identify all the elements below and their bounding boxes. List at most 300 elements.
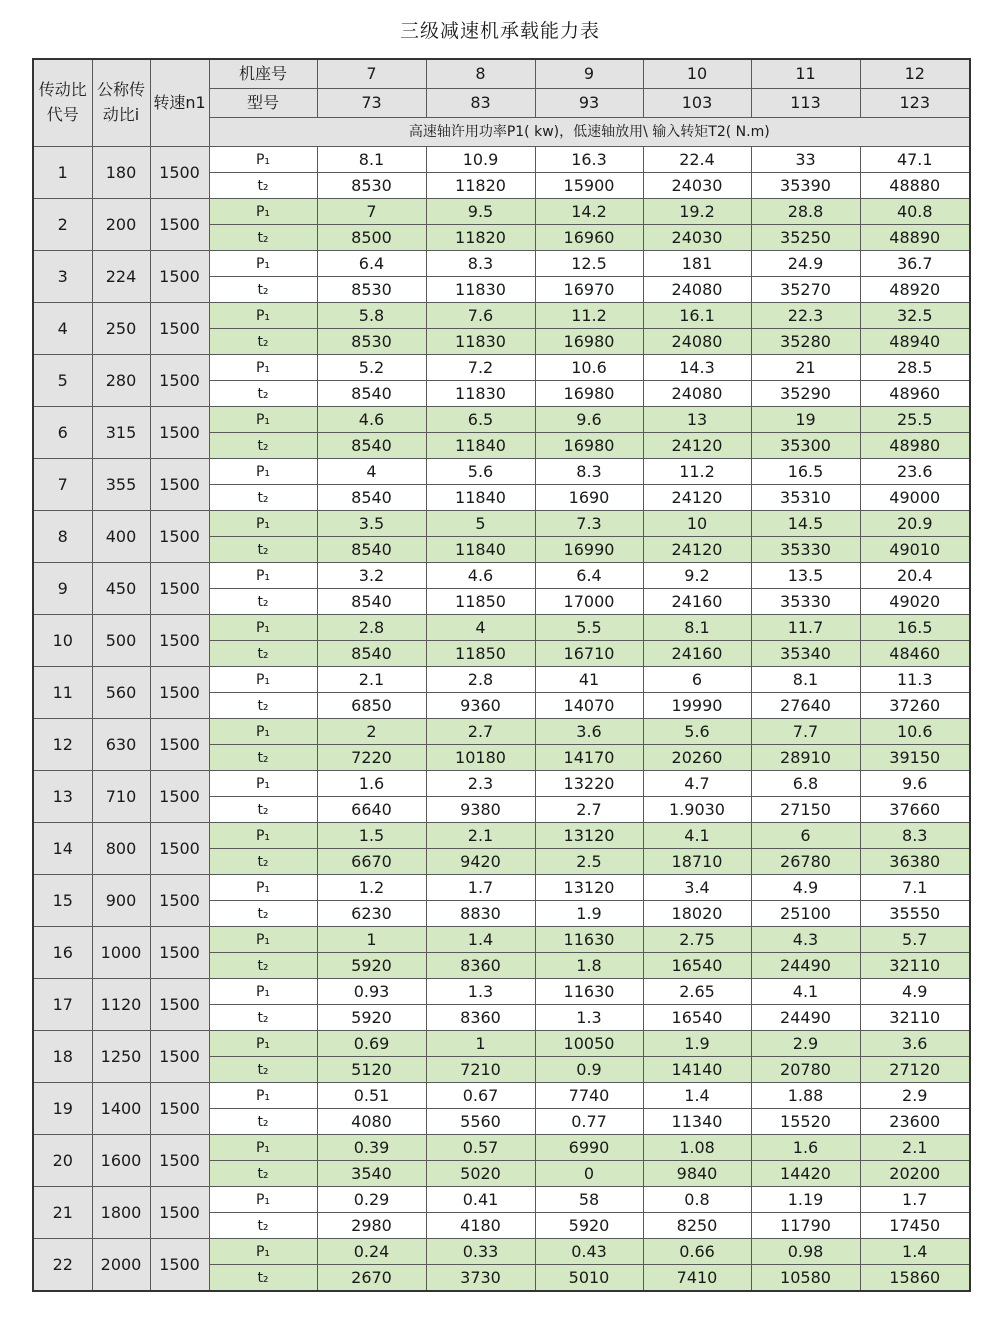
power-value-cell: 4	[426, 615, 535, 641]
speed-cell: 1500	[150, 199, 209, 251]
nominal-ratio-cell: 1800	[92, 1187, 150, 1239]
torque-value-cell: 8540	[317, 381, 426, 407]
torque-value-cell: 48940	[860, 329, 970, 355]
torque-value-cell: 5560	[426, 1109, 535, 1135]
torque-value-cell: 17000	[535, 589, 643, 615]
ratio-code-cell: 17	[33, 979, 92, 1031]
torque-symbol-cell: t₂	[209, 225, 317, 251]
power-value-cell: 36.7	[860, 251, 970, 277]
torque-value-cell: 24080	[643, 381, 751, 407]
speed-cell: 1500	[150, 1187, 209, 1239]
power-symbol-cell: P₁	[209, 303, 317, 329]
power-symbol-cell: P₁	[209, 719, 317, 745]
torque-value-cell: 14140	[643, 1057, 751, 1083]
torque-value-cell: 8530	[317, 329, 426, 355]
torque-symbol-cell: t₂	[209, 1161, 317, 1187]
power-value-cell: 0.69	[317, 1031, 426, 1057]
power-symbol-cell: P₁	[209, 927, 317, 953]
power-value-cell: 0.24	[317, 1239, 426, 1265]
torque-value-cell: 32110	[860, 1005, 970, 1031]
table-body	[33, 59, 970, 1291]
model-cell: 83	[426, 89, 535, 118]
torque-value-cell: 5920	[317, 953, 426, 979]
nominal-ratio-cell: 355	[92, 459, 150, 511]
torque-value-cell: 8540	[317, 485, 426, 511]
power-value-cell: 7.6	[426, 303, 535, 329]
torque-value-cell: 24030	[643, 173, 751, 199]
torque-value-cell: 3540	[317, 1161, 426, 1187]
power-value-cell: 13.5	[751, 563, 860, 589]
nominal-ratio-cell: 315	[92, 407, 150, 459]
torque-value-cell: 11840	[426, 485, 535, 511]
power-value-cell: 32.5	[860, 303, 970, 329]
torque-value-cell: 2.7	[535, 797, 643, 823]
power-value-cell: 0.66	[643, 1239, 751, 1265]
power-value-cell: 16.1	[643, 303, 751, 329]
torque-value-cell: 39150	[860, 745, 970, 771]
power-value-cell: 5.5	[535, 615, 643, 641]
torque-symbol-cell: t₂	[209, 693, 317, 719]
torque-symbol-cell: t₂	[209, 641, 317, 667]
power-value-cell: 0.51	[317, 1083, 426, 1109]
ratio-code-cell: 20	[33, 1135, 92, 1187]
nominal-ratio-cell: 1120	[92, 979, 150, 1031]
torque-value-cell: 10580	[751, 1265, 860, 1292]
torque-value-cell: 36380	[860, 849, 970, 875]
torque-value-cell: 27120	[860, 1057, 970, 1083]
torque-value-cell: 9360	[426, 693, 535, 719]
power-value-cell: 3.6	[860, 1031, 970, 1057]
nominal-ratio-cell: 180	[92, 147, 150, 199]
nominal-ratio-cell: 500	[92, 615, 150, 667]
nominal-ratio-cell: 1400	[92, 1083, 150, 1135]
ratio-code-cell: 2	[33, 199, 92, 251]
torque-value-cell: 5010	[535, 1265, 643, 1292]
speed-cell: 1500	[150, 823, 209, 875]
power-value-cell: 5	[426, 511, 535, 537]
nominal-ratio-cell: 900	[92, 875, 150, 927]
torque-value-cell: 6230	[317, 901, 426, 927]
torque-value-cell: 5120	[317, 1057, 426, 1083]
power-symbol-cell: P₁	[209, 875, 317, 901]
power-value-cell: 7.3	[535, 511, 643, 537]
torque-value-cell: 11840	[426, 433, 535, 459]
torque-value-cell: 2.5	[535, 849, 643, 875]
torque-symbol-cell: t₂	[209, 277, 317, 303]
table-row	[33, 1187, 970, 1213]
torque-value-cell: 48880	[860, 173, 970, 199]
torque-value-cell: 1.8	[535, 953, 643, 979]
power-value-cell: 7.7	[751, 719, 860, 745]
ratio-code-cell: 22	[33, 1239, 92, 1292]
torque-value-cell: 27640	[751, 693, 860, 719]
nominal-ratio-cell: 224	[92, 251, 150, 303]
torque-value-cell: 11830	[426, 277, 535, 303]
table-row	[33, 823, 970, 849]
ratio-code-cell: 12	[33, 719, 92, 771]
power-value-cell: 2.1	[426, 823, 535, 849]
power-value-cell: 47.1	[860, 147, 970, 173]
power-symbol-cell: P₁	[209, 199, 317, 225]
torque-value-cell: 37660	[860, 797, 970, 823]
torque-value-cell: 11340	[643, 1109, 751, 1135]
table-row	[33, 1135, 970, 1161]
ratio-code-cell: 8	[33, 511, 92, 563]
power-value-cell: 5.7	[860, 927, 970, 953]
torque-value-cell: 1.9030	[643, 797, 751, 823]
torque-symbol-cell: t₂	[209, 901, 317, 927]
power-value-cell: 11.2	[643, 459, 751, 485]
power-value-cell: 8.1	[317, 147, 426, 173]
torque-value-cell: 20260	[643, 745, 751, 771]
power-value-cell: 40.8	[860, 199, 970, 225]
ratio-code-header: 传动比代号	[33, 59, 92, 147]
ratio-code-cell: 16	[33, 927, 92, 979]
torque-value-cell: 9380	[426, 797, 535, 823]
torque-value-cell: 35330	[751, 537, 860, 563]
power-value-cell: 11.2	[535, 303, 643, 329]
torque-value-cell: 16990	[535, 537, 643, 563]
power-value-cell: 4.9	[751, 875, 860, 901]
torque-value-cell: 8530	[317, 277, 426, 303]
torque-value-cell: 20200	[860, 1161, 970, 1187]
power-value-cell: 2.8	[426, 667, 535, 693]
torque-value-cell: 14070	[535, 693, 643, 719]
nominal-ratio-cell: 560	[92, 667, 150, 719]
power-value-cell: 2.65	[643, 979, 751, 1005]
torque-value-cell: 4180	[426, 1213, 535, 1239]
speed-cell: 1500	[150, 1239, 209, 1292]
torque-value-cell: 8530	[317, 173, 426, 199]
power-value-cell: 22.4	[643, 147, 751, 173]
torque-value-cell: 24120	[643, 485, 751, 511]
torque-value-cell: 11850	[426, 641, 535, 667]
torque-value-cell: 35310	[751, 485, 860, 511]
power-value-cell: 1.7	[860, 1187, 970, 1213]
power-symbol-cell: P₁	[209, 407, 317, 433]
table-row	[33, 719, 970, 745]
power-symbol-cell: P₁	[209, 1135, 317, 1161]
nominal-ratio-cell: 2000	[92, 1239, 150, 1292]
ratio-code-cell: 1	[33, 147, 92, 199]
torque-value-cell: 37260	[860, 693, 970, 719]
table-row	[33, 303, 970, 329]
power-value-cell: 6.5	[426, 407, 535, 433]
power-value-cell: 20.9	[860, 511, 970, 537]
power-value-cell: 4	[317, 459, 426, 485]
ratio-code-cell: 14	[33, 823, 92, 875]
power-value-cell: 0.33	[426, 1239, 535, 1265]
power-value-cell: 0.43	[535, 1239, 643, 1265]
power-value-cell: 10.9	[426, 147, 535, 173]
power-value-cell: 1.9	[643, 1031, 751, 1057]
power-value-cell: 1.4	[860, 1239, 970, 1265]
torque-value-cell: 3730	[426, 1265, 535, 1292]
torque-value-cell: 8500	[317, 225, 426, 251]
nominal-ratio-cell: 400	[92, 511, 150, 563]
table-row	[33, 1083, 970, 1109]
speed-cell: 1500	[150, 251, 209, 303]
torque-symbol-cell: t₂	[209, 433, 317, 459]
speed-cell: 1500	[150, 979, 209, 1031]
torque-value-cell: 6640	[317, 797, 426, 823]
table-row	[33, 407, 970, 433]
speed-cell: 1500	[150, 1031, 209, 1083]
power-value-cell: 1	[317, 927, 426, 953]
torque-value-cell: 10180	[426, 745, 535, 771]
power-value-cell: 1	[426, 1031, 535, 1057]
power-symbol-cell: P₁	[209, 823, 317, 849]
power-value-cell: 2.7	[426, 719, 535, 745]
speed-cell: 1500	[150, 875, 209, 927]
table-note: 高速轴许用功率P1( kw)，低速轴放用\ 输入转矩T2( N.m)	[209, 118, 970, 147]
torque-value-cell: 49020	[860, 589, 970, 615]
torque-value-cell: 16970	[535, 277, 643, 303]
power-value-cell: 0.39	[317, 1135, 426, 1161]
torque-value-cell: 35290	[751, 381, 860, 407]
table-row	[33, 355, 970, 381]
torque-value-cell: 24490	[751, 1005, 860, 1031]
ratio-code-cell: 15	[33, 875, 92, 927]
torque-value-cell: 8360	[426, 1005, 535, 1031]
power-value-cell: 58	[535, 1187, 643, 1213]
torque-value-cell: 48890	[860, 225, 970, 251]
torque-value-cell: 26780	[751, 849, 860, 875]
table-row	[33, 511, 970, 537]
nominal-ratio-cell: 1000	[92, 927, 150, 979]
torque-value-cell: 35340	[751, 641, 860, 667]
power-value-cell: 22.3	[751, 303, 860, 329]
torque-value-cell: 11830	[426, 329, 535, 355]
torque-value-cell: 5920	[317, 1005, 426, 1031]
model-cell: 73	[317, 89, 426, 118]
nominal-ratio-cell: 630	[92, 719, 150, 771]
power-value-cell: 24.9	[751, 251, 860, 277]
table-row	[33, 563, 970, 589]
speed-cell: 1500	[150, 407, 209, 459]
torque-symbol-cell: t₂	[209, 1057, 317, 1083]
speed-cell: 1500	[150, 719, 209, 771]
ratio-code-cell: 11	[33, 667, 92, 719]
torque-value-cell: 14420	[751, 1161, 860, 1187]
torque-symbol-cell: t₂	[209, 953, 317, 979]
torque-value-cell: 35390	[751, 173, 860, 199]
torque-value-cell: 23600	[860, 1109, 970, 1135]
frame-cell: 11	[751, 59, 860, 89]
ratio-code-cell: 4	[33, 303, 92, 355]
power-value-cell: 4.3	[751, 927, 860, 953]
torque-symbol-cell: t₂	[209, 329, 317, 355]
power-value-cell: 8.1	[751, 667, 860, 693]
torque-value-cell: 7410	[643, 1265, 751, 1292]
torque-value-cell: 25100	[751, 901, 860, 927]
torque-value-cell: 7220	[317, 745, 426, 771]
power-value-cell: 2.75	[643, 927, 751, 953]
table-row	[33, 979, 970, 1005]
power-value-cell: 4.7	[643, 771, 751, 797]
power-value-cell: 1.6	[317, 771, 426, 797]
table-row	[33, 459, 970, 485]
torque-value-cell: 35270	[751, 277, 860, 303]
power-value-cell: 11.3	[860, 667, 970, 693]
torque-value-cell: 35300	[751, 433, 860, 459]
power-value-cell: 3.6	[535, 719, 643, 745]
power-value-cell: 14.2	[535, 199, 643, 225]
power-value-cell: 4.1	[751, 979, 860, 1005]
table-row	[33, 875, 970, 901]
torque-value-cell: 16980	[535, 433, 643, 459]
power-value-cell: 1.7	[426, 875, 535, 901]
power-value-cell: 3.4	[643, 875, 751, 901]
power-value-cell: 5.8	[317, 303, 426, 329]
power-value-cell: 12.5	[535, 251, 643, 277]
power-value-cell: 2.1	[317, 667, 426, 693]
torque-value-cell: 6850	[317, 693, 426, 719]
torque-value-cell: 18020	[643, 901, 751, 927]
model-label: 型号	[209, 89, 317, 118]
torque-value-cell: 24120	[643, 537, 751, 563]
power-value-cell: 1.6	[751, 1135, 860, 1161]
torque-value-cell: 24160	[643, 589, 751, 615]
table-row	[33, 667, 970, 693]
torque-value-cell: 11790	[751, 1213, 860, 1239]
torque-value-cell: 5920	[535, 1213, 643, 1239]
torque-value-cell: 4080	[317, 1109, 426, 1135]
table-row	[33, 927, 970, 953]
speed-cell: 1500	[150, 927, 209, 979]
power-value-cell: 13120	[535, 823, 643, 849]
speed-cell: 1500	[150, 459, 209, 511]
power-value-cell: 3.5	[317, 511, 426, 537]
torque-value-cell: 0	[535, 1161, 643, 1187]
torque-value-cell: 16710	[535, 641, 643, 667]
torque-value-cell: 11840	[426, 537, 535, 563]
torque-value-cell: 24080	[643, 329, 751, 355]
ratio-code-cell: 19	[33, 1083, 92, 1135]
power-value-cell: 8.3	[535, 459, 643, 485]
torque-value-cell: 9420	[426, 849, 535, 875]
torque-value-cell: 49000	[860, 485, 970, 511]
header-row-frame	[33, 59, 970, 89]
torque-value-cell: 1690	[535, 485, 643, 511]
speed-cell: 1500	[150, 1083, 209, 1135]
ratio-code-cell: 10	[33, 615, 92, 667]
frame-label: 机座号	[209, 59, 317, 89]
power-value-cell: 5.6	[426, 459, 535, 485]
torque-value-cell: 49010	[860, 537, 970, 563]
frame-cell: 7	[317, 59, 426, 89]
power-value-cell: 14.3	[643, 355, 751, 381]
speed-header-label: 转速n1	[153, 92, 206, 112]
table-row	[33, 615, 970, 641]
torque-value-cell: 27150	[751, 797, 860, 823]
torque-value-cell: 16980	[535, 381, 643, 407]
power-value-cell: 1.3	[426, 979, 535, 1005]
power-value-cell: 11630	[535, 979, 643, 1005]
torque-symbol-cell: t₂	[209, 1265, 317, 1292]
nominal-ratio-cell: 1600	[92, 1135, 150, 1187]
nominal-ratio-header: 公称传动比i	[92, 59, 150, 147]
power-value-cell: 7.2	[426, 355, 535, 381]
power-value-cell: 6	[643, 667, 751, 693]
capacity-table	[32, 58, 971, 1292]
torque-value-cell: 24080	[643, 277, 751, 303]
power-symbol-cell: P₁	[209, 355, 317, 381]
power-value-cell: 1.5	[317, 823, 426, 849]
torque-value-cell: 14170	[535, 745, 643, 771]
torque-value-cell: 48960	[860, 381, 970, 407]
torque-value-cell: 24160	[643, 641, 751, 667]
table-row	[33, 199, 970, 225]
power-value-cell: 8.3	[426, 251, 535, 277]
power-value-cell: 1.4	[643, 1083, 751, 1109]
power-value-cell: 16.5	[860, 615, 970, 641]
power-value-cell: 10	[643, 511, 751, 537]
power-value-cell: 19.2	[643, 199, 751, 225]
torque-value-cell: 8540	[317, 641, 426, 667]
power-value-cell: 9.6	[860, 771, 970, 797]
power-value-cell: 9.2	[643, 563, 751, 589]
power-value-cell: 13	[643, 407, 751, 433]
power-value-cell: 6.8	[751, 771, 860, 797]
ratio-code-cell: 5	[33, 355, 92, 407]
model-cell: 113	[751, 89, 860, 118]
torque-value-cell: 16960	[535, 225, 643, 251]
torque-value-cell: 8250	[643, 1213, 751, 1239]
power-value-cell: 2.9	[860, 1083, 970, 1109]
power-value-cell: 28.5	[860, 355, 970, 381]
speed-cell: 1500	[150, 355, 209, 407]
torque-value-cell: 9840	[643, 1161, 751, 1187]
page-title: 三级减速机承载能力表	[399, 20, 600, 42]
power-value-cell: 1.2	[317, 875, 426, 901]
torque-value-cell: 2980	[317, 1213, 426, 1239]
power-value-cell: 7.1	[860, 875, 970, 901]
ratio-code-cell: 7	[33, 459, 92, 511]
power-value-cell: 1.88	[751, 1083, 860, 1109]
power-value-cell: 6990	[535, 1135, 643, 1161]
torque-value-cell: 11850	[426, 589, 535, 615]
torque-symbol-cell: t₂	[209, 537, 317, 563]
torque-value-cell: 8540	[317, 433, 426, 459]
model-cell: 123	[860, 89, 970, 118]
power-value-cell: 3.2	[317, 563, 426, 589]
power-value-cell: 4.9	[860, 979, 970, 1005]
torque-value-cell: 15860	[860, 1265, 970, 1292]
power-value-cell: 21	[751, 355, 860, 381]
table-row	[33, 1239, 970, 1265]
torque-symbol-cell: t₂	[209, 589, 317, 615]
speed-cell: 1500	[150, 771, 209, 823]
torque-value-cell: 16540	[643, 953, 751, 979]
power-value-cell: 13120	[535, 875, 643, 901]
torque-symbol-cell: t₂	[209, 797, 317, 823]
torque-value-cell: 0.9	[535, 1057, 643, 1083]
torque-value-cell: 1.9	[535, 901, 643, 927]
power-value-cell: 23.6	[860, 459, 970, 485]
power-symbol-cell: P₁	[209, 615, 317, 641]
power-value-cell: 0.8	[643, 1187, 751, 1213]
power-value-cell: 0.67	[426, 1083, 535, 1109]
power-value-cell: 4.1	[643, 823, 751, 849]
frame-cell: 10	[643, 59, 751, 89]
power-value-cell: 11630	[535, 927, 643, 953]
power-value-cell: 19	[751, 407, 860, 433]
power-value-cell: 11.7	[751, 615, 860, 641]
torque-value-cell: 2670	[317, 1265, 426, 1292]
torque-value-cell: 11830	[426, 381, 535, 407]
power-value-cell: 25.5	[860, 407, 970, 433]
